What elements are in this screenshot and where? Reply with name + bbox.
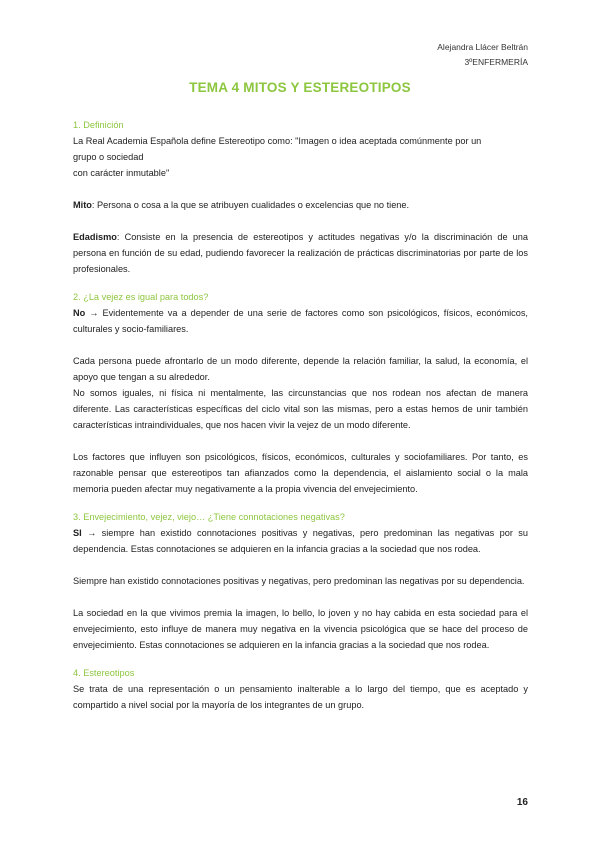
document-body	[73, 117, 528, 713]
page-header	[437, 40, 528, 70]
paragraph-sociedad: La sociedad en la que vivimos premia la imagen, lo bello, lo joven y no hay cabida en esta sociedad para el envejecimiento, esto influye de manera muy negativa en la vivencia psicológica que se hace del proceso de envejecimiento. Estas connotaciones se adquieren en la infancia gracias a la sociedad que nos rodea.	[73, 608, 528, 650]
paragraph-rae-line3: con carácter inmutable"	[73, 168, 170, 178]
document-title: TEMA 4 MITOS Y ESTEREOTIPOS	[189, 80, 411, 95]
paragraph-edadismo	[73, 229, 528, 277]
term-si: SI	[73, 528, 82, 538]
course-label: 3ºENFERMERÍA	[464, 57, 528, 67]
term-no: No	[73, 308, 86, 318]
paragraph-no	[73, 305, 528, 337]
paragraph-factores: Los factores que influyen son psicológicos, físicos, económicos, culturales y sociofamiliares. Por tanto, es razonable pensar que estereotipos tan afianzados como la dependencia, el aislamiento social o la mala memoria pueden afectar muy negativamente a la propia vivencia del envejecimiento.	[73, 452, 528, 494]
page-number: 16	[516, 797, 528, 808]
paragraph-no-somos-iguales: No somos iguales, ni física ni mentalmente, las circunstancias que nos rodean nos afectan de manera diferente. Las características específicas del ciclo vital son las mismas, pero a estas hemos de unir también características intraindividuales, que nos hacen vivir la vejez de un modo diferente.	[73, 388, 528, 430]
term-edadismo: Edadismo	[73, 232, 117, 242]
section-heading-definicion: 1. Definición	[73, 120, 124, 130]
paragraph-rae-line2: grupo o sociedad	[73, 152, 144, 162]
section-heading-vejez-igual: 2. ¿La vejez es igual para todos?	[73, 292, 209, 302]
paragraph-rae-line1: La Real Academia Española define Estereotipo como: "Imagen o idea aceptada comúnmente por un	[73, 136, 482, 146]
edadismo-definition: : Consiste en la presencia de estereotipos y actitudes negativas y/o la discriminación de una persona en función de su edad, pudiendo favorecer la realización de prácticas discriminatorias por parte de los profesionales.	[73, 232, 528, 274]
section-heading-estereotipos: 4. Estereotipos	[73, 668, 135, 678]
paragraph-si	[73, 525, 528, 557]
paragraph-mito	[73, 197, 528, 213]
si-explanation: → siempre han existido connotaciones positivas y negativas, pero predominan las negativas por su dependencia. Estas connotaciones se adquieren en la infancia gracias a la sociedad que nos rodea.	[73, 528, 528, 554]
term-mito: Mito	[73, 200, 92, 210]
paragraph-representacion: Se trata de una representación o un pensamiento inalterable a lo largo del tiempo, que es aceptado y compartido a nivel social por la mayoría de los integrantes de un grupo.	[73, 684, 528, 710]
author-name: Alejandra Llácer Beltrán	[437, 42, 528, 52]
mito-definition: : Persona o cosa a la que se atribuyen cualidades o excelencias que no tiene.	[91, 200, 410, 210]
paragraph-afrontar: Cada persona puede afrontarlo de un modo diferente, depende la relación familiar, la salud, la economía, el apoyo que tengan a su alrededor.	[73, 356, 528, 382]
no-explanation: → Evidentemente va a depender de una serie de factores como son psicológicos, físicos, económicos, culturales y socio-familiares.	[73, 308, 528, 334]
paragraph-siempre: Siempre han existido connotaciones positivas y negativas, pero predominan las negativas por su dependencia.	[73, 576, 525, 586]
section-heading-connotaciones: 3. Envejecimiento, vejez, viejo… ¿Tiene connotaciones negativas?	[73, 512, 345, 522]
